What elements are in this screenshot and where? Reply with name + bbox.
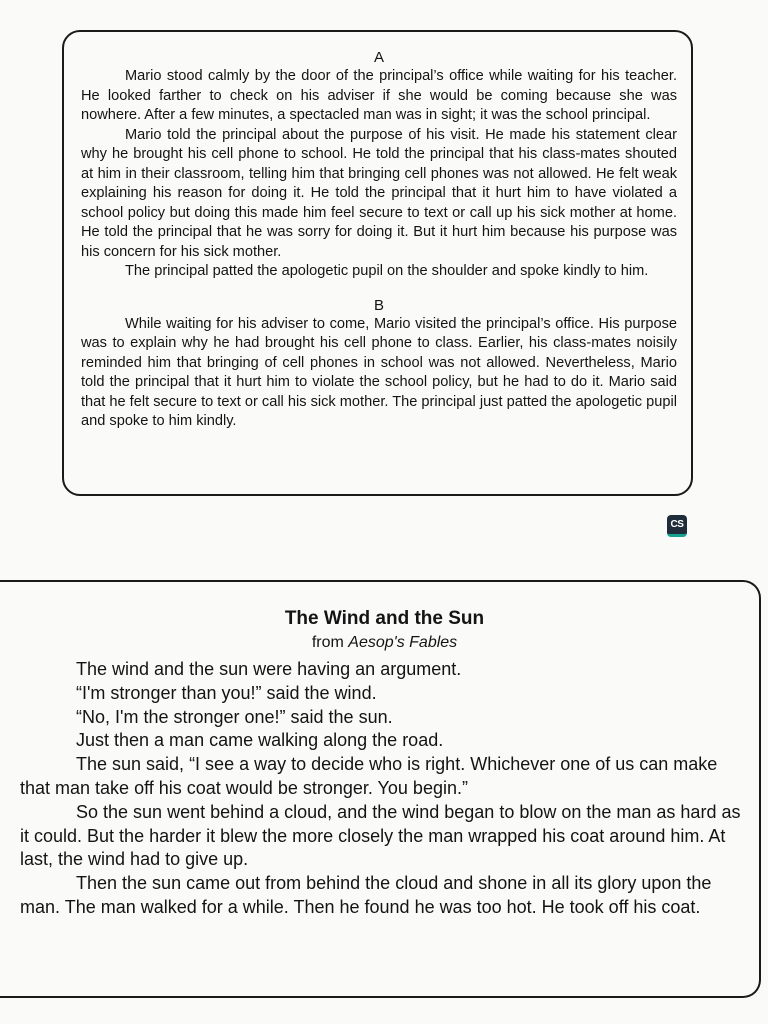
passage-b-paragraph: While waiting for his adviser to come, Mario visited the principal’s office. His purpose was to explain why he had brought his cell phone to class. Earlier, his class-mates noisily reminded him that bringing of cell phones in school was not allowed. Nevertheless, Mario told the principal that it hurt him to violate the school policy, but he had to do it. Mario said that he felt secure to text or call his sick mother. The principal just patted the apologetic pupil and spoke to him kindly. bbox=[81, 315, 677, 429]
story-paragraph: So the sun went behind a cloud, and the wind began to blow on the man as hard as it could. But the harder it blew the more closely the man wrapped his coat around him. At last, the wind had to give up. bbox=[20, 801, 741, 870]
passage-a-label: A bbox=[373, 49, 384, 66]
story-paragraph: The wind and the sun were having an argument. bbox=[76, 659, 462, 679]
passage-b-label: B bbox=[373, 296, 384, 314]
story-title: The Wind and the Sun bbox=[284, 608, 485, 629]
passage-a-paragraph: The principal patted the apologetic pupil on the shoulder and spoke kindly to him. bbox=[125, 263, 649, 279]
story-paragraph: “No, I'm the stronger one!” said the sun. bbox=[76, 706, 393, 727]
story-source-title: Aesop's Fables bbox=[348, 634, 458, 651]
passage-a-paragraph: Mario told the principal about the purpose of his visit. He made his statement clear why he brought his cell phone to school. He told the principal that his class-mates shouted at him in their classroom, telling him that bringing cell phones was not allowed. He felt weak explaining his reason for doing it. He told the principal that it hurt him to have violated a school policy but doing this made him feel secure to text or call up his sick mother at home. He told the principal that he was sorry for doing it. But it hurt him because his purpose was his concern for his sick mother. bbox=[81, 126, 677, 260]
story-paragraph: Just then a man came walking along the road. bbox=[76, 730, 444, 751]
story-paragraph: Then the sun came out from behind the cloud and shone in all its glory upon the man. The man walked for a while. Then he found he was too hot. He took off his coat. bbox=[20, 873, 712, 917]
story-paragraph: The sun said, “I see a way to decide who is right. Whichever one of us can make that man take off his coat would be stronger. You begin.” bbox=[20, 754, 718, 798]
camscanner-logo-icon: CS bbox=[667, 515, 687, 537]
story-box bbox=[0, 580, 761, 998]
story-paragraph: “I'm stronger than you!” said the wind. bbox=[76, 682, 377, 703]
passage-comparison-box bbox=[62, 30, 693, 496]
story-source bbox=[20, 632, 749, 654]
passage-a-paragraph: Mario stood calmly by the door of the principal’s office while waiting for his teacher. He looked farther to check on his adviser if she would be coming because she was nowhere. After a few minutes, a spectacled man was in sight; it was the school principal. bbox=[81, 68, 677, 123]
story-source-prefix: from bbox=[311, 634, 349, 651]
